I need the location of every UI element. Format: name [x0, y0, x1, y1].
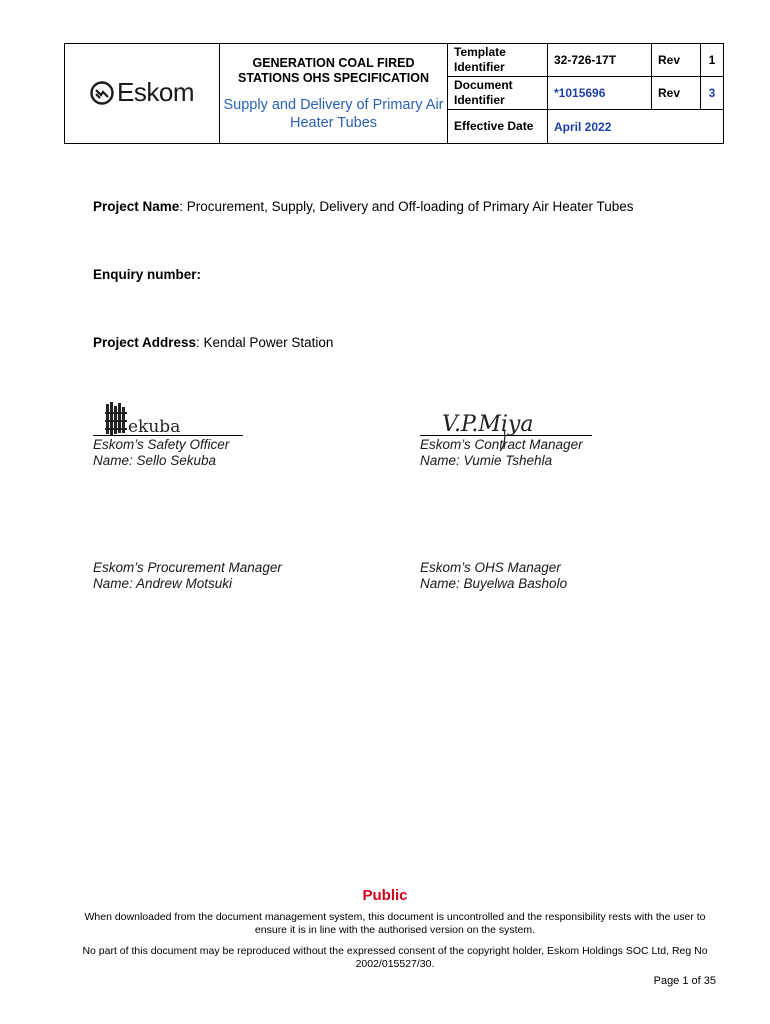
template-identifier-label: Template Identifier	[448, 44, 548, 77]
procurement-manager-role: Eskom’s Procurement Manager	[93, 560, 282, 575]
template-rev-label: Rev	[652, 44, 701, 77]
document-rev-label: Rev	[652, 77, 701, 110]
effective-date-value: April 2022	[548, 110, 724, 144]
document-header-table	[64, 43, 724, 144]
safety-officer-role: Eskom’s Safety Officer	[93, 437, 230, 452]
project-address-value: : Kendal Power Station	[196, 335, 334, 350]
procurement-manager-block	[93, 560, 282, 592]
project-address-field	[93, 335, 333, 350]
contract-manager-block	[420, 437, 583, 469]
signature-2-text: V.P.Miya	[442, 412, 534, 437]
safety-officer-signature-line	[93, 435, 243, 436]
document-subtitle: Supply and Delivery of Primary Air Heater Tubes	[223, 96, 444, 131]
eskom-emblem-icon	[90, 81, 114, 105]
contract-manager-role: Eskom’s Contract Manager	[420, 437, 583, 452]
logo-wordmark: Eskom	[117, 77, 194, 108]
document-rev-value: 3	[701, 77, 724, 110]
project-name-label: Project Name	[93, 199, 180, 214]
document-title: GENERATION COAL FIRED STATIONS OHS SPECIFICATION	[238, 55, 429, 85]
template-identifier-value: 32-726-17T	[548, 44, 652, 77]
project-address-label: Project Address	[93, 335, 197, 350]
project-name-field	[93, 199, 634, 214]
uncontrolled-notice: When downloaded from the document management system, this document is uncontrolled and the responsibility rests with the user to ensure it is in line with the authorised version on the system.	[84, 911, 706, 936]
safety-officer-name: Name: Sello Sekuba	[93, 453, 217, 468]
contract-manager-name: Name: Vumie Tshehla	[420, 453, 553, 468]
safety-officer-block	[93, 437, 229, 469]
ohs-manager-name: Name: Buyelwa Basholo	[420, 576, 568, 591]
classification-label: Public	[362, 887, 408, 904]
eskom-logo	[90, 77, 194, 108]
enquiry-number-label: Enquiry number:	[93, 267, 202, 282]
procurement-manager-name: Name: Andrew Motsuki	[93, 576, 233, 591]
ohs-manager-role: Eskom’s OHS Manager	[420, 560, 561, 575]
safety-officer-signature	[100, 398, 215, 438]
document-identifier-label: Document Identifier	[448, 77, 548, 110]
project-name-value: : Procurement, Supply, Delivery and Off-loading of Primary Air Heater Tubes	[179, 199, 634, 214]
template-rev-value: 1	[701, 44, 724, 77]
effective-date-label: Effective Date	[448, 110, 548, 144]
enquiry-number-field	[93, 267, 201, 282]
logo-cell	[65, 44, 220, 144]
contract-manager-signature-line	[420, 435, 592, 436]
signature-1-text: ekuba	[128, 417, 181, 437]
document-identifier-value: *1015696	[548, 77, 652, 110]
copyright-notice: No part of this document may be reproduced without the expressed consent of the copyright holder, Eskom Holdings SOC Ltd, Reg No 2002/015527/30.	[82, 945, 708, 970]
title-cell	[220, 44, 448, 144]
ohs-manager-block	[420, 560, 567, 592]
page-number: Page 1 of 35	[653, 975, 716, 987]
